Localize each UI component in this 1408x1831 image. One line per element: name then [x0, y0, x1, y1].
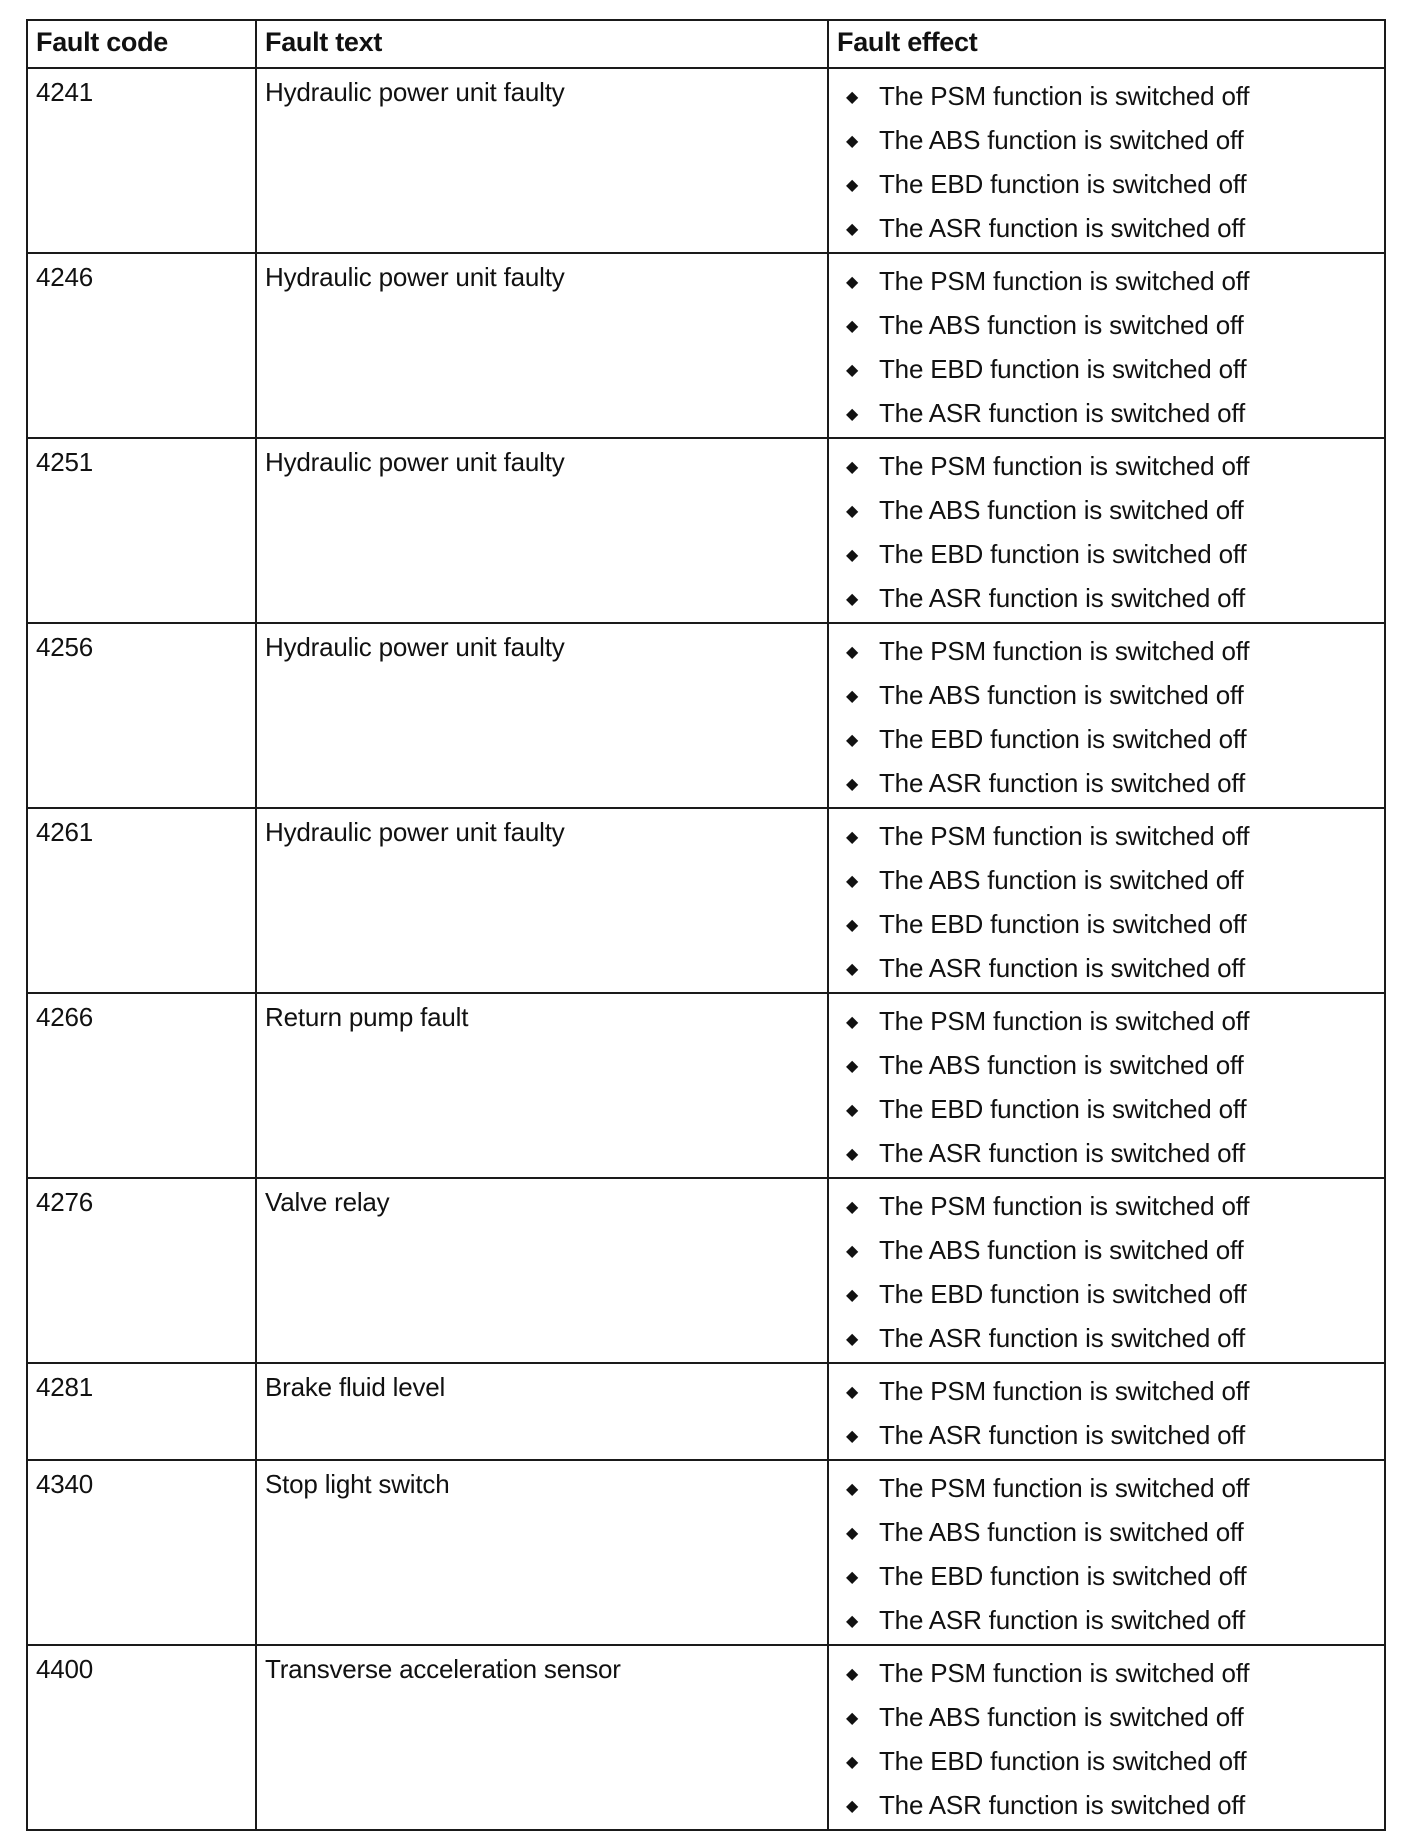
fault-effect-cell: [828, 993, 1385, 1178]
fault-effect-text: The EBD function is switched off: [879, 1561, 1247, 1591]
fault-effect-text: The PSM function is switched off: [879, 1658, 1250, 1688]
fault-code-cell: 4261: [27, 808, 256, 993]
header-fault-effect: Fault effect: [828, 20, 1385, 68]
list-item: [829, 946, 1384, 990]
fault-effect-cell: [828, 253, 1385, 438]
fault-effect-list: [829, 814, 1384, 990]
table-row: [27, 1460, 1385, 1645]
fault-effect-cell: [828, 68, 1385, 253]
diamond-bullet-icon: ◆: [846, 1710, 859, 1727]
fault-effect-text: The ABS function is switched off: [879, 310, 1244, 340]
fault-effect-text: The PSM function is switched off: [879, 821, 1250, 851]
fault-effect-text: The EBD function is switched off: [879, 1279, 1247, 1309]
list-item: [829, 391, 1384, 435]
list-item: [829, 814, 1384, 858]
list-item: [829, 1228, 1384, 1272]
fault-effect-text: The PSM function is switched off: [879, 1376, 1250, 1406]
fault-effect-text: The ABS function is switched off: [879, 1702, 1244, 1732]
fault-effect-list: [829, 1184, 1384, 1360]
table-row: [27, 808, 1385, 993]
fault-effect-cell: [828, 438, 1385, 623]
fault-effect-list: [829, 1369, 1384, 1457]
diamond-bullet-icon: ◆: [846, 1102, 859, 1119]
list-item: [829, 629, 1384, 673]
fault-effect-text: The ASR function is switched off: [879, 1323, 1245, 1353]
diamond-bullet-icon: ◆: [846, 644, 859, 661]
list-item: [829, 206, 1384, 250]
list-item: [829, 532, 1384, 576]
diamond-bullet-icon: ◆: [846, 917, 859, 934]
fault-code-cell: 4340: [27, 1460, 256, 1645]
table-row: [27, 1645, 1385, 1830]
diamond-bullet-icon: ◆: [846, 221, 859, 238]
fault-effect-list: [829, 259, 1384, 435]
fault-code-cell: 4241: [27, 68, 256, 253]
fault-effect-cell: [828, 1363, 1385, 1460]
list-item: [829, 162, 1384, 206]
list-item: [829, 1087, 1384, 1131]
list-item: [829, 1131, 1384, 1175]
list-item: [829, 1651, 1384, 1695]
fault-effect-cell: [828, 1460, 1385, 1645]
fault-effect-text: The PSM function is switched off: [879, 1191, 1250, 1221]
fault-effect-text: The PSM function is switched off: [879, 636, 1250, 666]
fault-effect-text: The ABS function is switched off: [879, 495, 1244, 525]
fault-text-cell: Brake fluid level: [256, 1363, 828, 1460]
diamond-bullet-icon: ◆: [846, 1666, 859, 1683]
diamond-bullet-icon: ◆: [846, 1569, 859, 1586]
diamond-bullet-icon: ◆: [846, 274, 859, 291]
table-row: [27, 438, 1385, 623]
list-item: [829, 1413, 1384, 1457]
list-item: [829, 1466, 1384, 1510]
diamond-bullet-icon: ◆: [846, 1014, 859, 1031]
list-item: [829, 1695, 1384, 1739]
fault-text-cell: Hydraulic power unit faulty: [256, 808, 828, 993]
header-fault-text: Fault text: [256, 20, 828, 68]
fault-effect-text: The ABS function is switched off: [879, 1517, 1244, 1547]
list-item: [829, 1783, 1384, 1827]
diamond-bullet-icon: ◆: [846, 1613, 859, 1630]
fault-text-cell: Hydraulic power unit faulty: [256, 623, 828, 808]
list-item: [829, 673, 1384, 717]
fault-effect-list: [829, 1466, 1384, 1642]
fault-code-cell: 4266: [27, 993, 256, 1178]
fault-effect-text: The EBD function is switched off: [879, 539, 1247, 569]
list-item: [829, 1598, 1384, 1642]
fault-text-cell: Return pump fault: [256, 993, 828, 1178]
diamond-bullet-icon: ◆: [846, 732, 859, 749]
table-row: [27, 1178, 1385, 1363]
fault-code-cell: 4400: [27, 1645, 256, 1830]
list-item: [829, 761, 1384, 805]
diamond-bullet-icon: ◆: [846, 318, 859, 335]
fault-effect-text: The ASR function is switched off: [879, 953, 1245, 983]
fault-code-cell: 4246: [27, 253, 256, 438]
diamond-bullet-icon: ◆: [846, 1384, 859, 1401]
diamond-bullet-icon: ◆: [846, 1146, 859, 1163]
diamond-bullet-icon: ◆: [846, 547, 859, 564]
table-row: [27, 253, 1385, 438]
diamond-bullet-icon: ◆: [846, 1428, 859, 1445]
fault-effect-text: The ABS function is switched off: [879, 1235, 1244, 1265]
fault-effect-text: The ASR function is switched off: [879, 398, 1245, 428]
fault-effect-text: The PSM function is switched off: [879, 1473, 1250, 1503]
fault-effect-text: The EBD function is switched off: [879, 909, 1247, 939]
table-row: [27, 623, 1385, 808]
fault-effect-text: The ASR function is switched off: [879, 1138, 1245, 1168]
list-item: [829, 1739, 1384, 1783]
diamond-bullet-icon: ◆: [846, 829, 859, 846]
list-item: [829, 488, 1384, 532]
table-row: [27, 993, 1385, 1178]
fault-effect-text: The EBD function is switched off: [879, 1746, 1247, 1776]
list-item: [829, 717, 1384, 761]
table-body: [27, 68, 1385, 1830]
fault-effect-text: The ASR function is switched off: [879, 213, 1245, 243]
header-fault-code: Fault code: [27, 20, 256, 68]
fault-effect-text: The EBD function is switched off: [879, 354, 1247, 384]
list-item: [829, 858, 1384, 902]
table-header-row: [27, 20, 1385, 68]
list-item: [829, 902, 1384, 946]
fault-code-table: [26, 19, 1386, 1831]
fault-effect-text: The ABS function is switched off: [879, 1050, 1244, 1080]
fault-effect-cell: [828, 808, 1385, 993]
diamond-bullet-icon: ◆: [846, 133, 859, 150]
diamond-bullet-icon: ◆: [846, 776, 859, 793]
fault-effect-text: The PSM function is switched off: [879, 451, 1250, 481]
diamond-bullet-icon: ◆: [846, 362, 859, 379]
diamond-bullet-icon: ◆: [846, 1058, 859, 1075]
list-item: [829, 303, 1384, 347]
list-item: [829, 1184, 1384, 1228]
list-item: [829, 999, 1384, 1043]
diamond-bullet-icon: ◆: [846, 503, 859, 520]
diamond-bullet-icon: ◆: [846, 1331, 859, 1348]
list-item: [829, 259, 1384, 303]
diamond-bullet-icon: ◆: [846, 1287, 859, 1304]
list-item: [829, 118, 1384, 162]
fault-effect-cell: [828, 623, 1385, 808]
diamond-bullet-icon: ◆: [846, 1243, 859, 1260]
diamond-bullet-icon: ◆: [846, 177, 859, 194]
fault-effect-list: [829, 999, 1384, 1175]
list-item: [829, 444, 1384, 488]
list-item: [829, 347, 1384, 391]
diamond-bullet-icon: ◆: [846, 459, 859, 476]
list-item: [829, 1510, 1384, 1554]
fault-effect-list: [829, 444, 1384, 620]
fault-effect-list: [829, 1651, 1384, 1827]
diamond-bullet-icon: ◆: [846, 89, 859, 106]
list-item: [829, 1043, 1384, 1087]
fault-effect-text: The PSM function is switched off: [879, 81, 1250, 111]
fault-text-cell: Hydraulic power unit faulty: [256, 68, 828, 253]
fault-effect-text: The ASR function is switched off: [879, 583, 1245, 613]
fault-code-cell: 4256: [27, 623, 256, 808]
fault-text-cell: Transverse acceleration sensor: [256, 1645, 828, 1830]
list-item: [829, 74, 1384, 118]
fault-effect-text: The ABS function is switched off: [879, 680, 1244, 710]
diamond-bullet-icon: ◆: [846, 873, 859, 890]
fault-text-cell: Valve relay: [256, 1178, 828, 1363]
table-row: [27, 68, 1385, 253]
fault-effect-text: The PSM function is switched off: [879, 1006, 1250, 1036]
diamond-bullet-icon: ◆: [846, 688, 859, 705]
diamond-bullet-icon: ◆: [846, 1754, 859, 1771]
fault-code-cell: 4281: [27, 1363, 256, 1460]
fault-effect-text: The EBD function is switched off: [879, 1094, 1247, 1124]
fault-effect-list: [829, 629, 1384, 805]
fault-text-cell: Hydraulic power unit faulty: [256, 253, 828, 438]
fault-effect-text: The ASR function is switched off: [879, 768, 1245, 798]
diamond-bullet-icon: ◆: [846, 591, 859, 608]
diamond-bullet-icon: ◆: [846, 1481, 859, 1498]
fault-effect-text: The ASR function is switched off: [879, 1790, 1245, 1820]
list-item: [829, 1369, 1384, 1413]
fault-text-cell: Stop light switch: [256, 1460, 828, 1645]
fault-code-cell: 4251: [27, 438, 256, 623]
fault-effect-cell: [828, 1178, 1385, 1363]
fault-effect-text: The ABS function is switched off: [879, 865, 1244, 895]
fault-effect-text: The ASR function is switched off: [879, 1605, 1245, 1635]
list-item: [829, 1272, 1384, 1316]
fault-effect-list: [829, 74, 1384, 250]
fault-text-cell: Hydraulic power unit faulty: [256, 438, 828, 623]
fault-effect-text: The ASR function is switched off: [879, 1420, 1245, 1450]
fault-effect-text: The ABS function is switched off: [879, 125, 1244, 155]
table-row: [27, 1363, 1385, 1460]
diamond-bullet-icon: ◆: [846, 1798, 859, 1815]
list-item: [829, 1554, 1384, 1598]
fault-effect-text: The EBD function is switched off: [879, 724, 1247, 754]
diamond-bullet-icon: ◆: [846, 1525, 859, 1542]
list-item: [829, 1316, 1384, 1360]
fault-code-cell: 4276: [27, 1178, 256, 1363]
diamond-bullet-icon: ◆: [846, 961, 859, 978]
diamond-bullet-icon: ◆: [846, 406, 859, 423]
fault-effect-text: The PSM function is switched off: [879, 266, 1250, 296]
fault-effect-text: The EBD function is switched off: [879, 169, 1247, 199]
fault-effect-cell: [828, 1645, 1385, 1830]
diamond-bullet-icon: ◆: [846, 1199, 859, 1216]
list-item: [829, 576, 1384, 620]
